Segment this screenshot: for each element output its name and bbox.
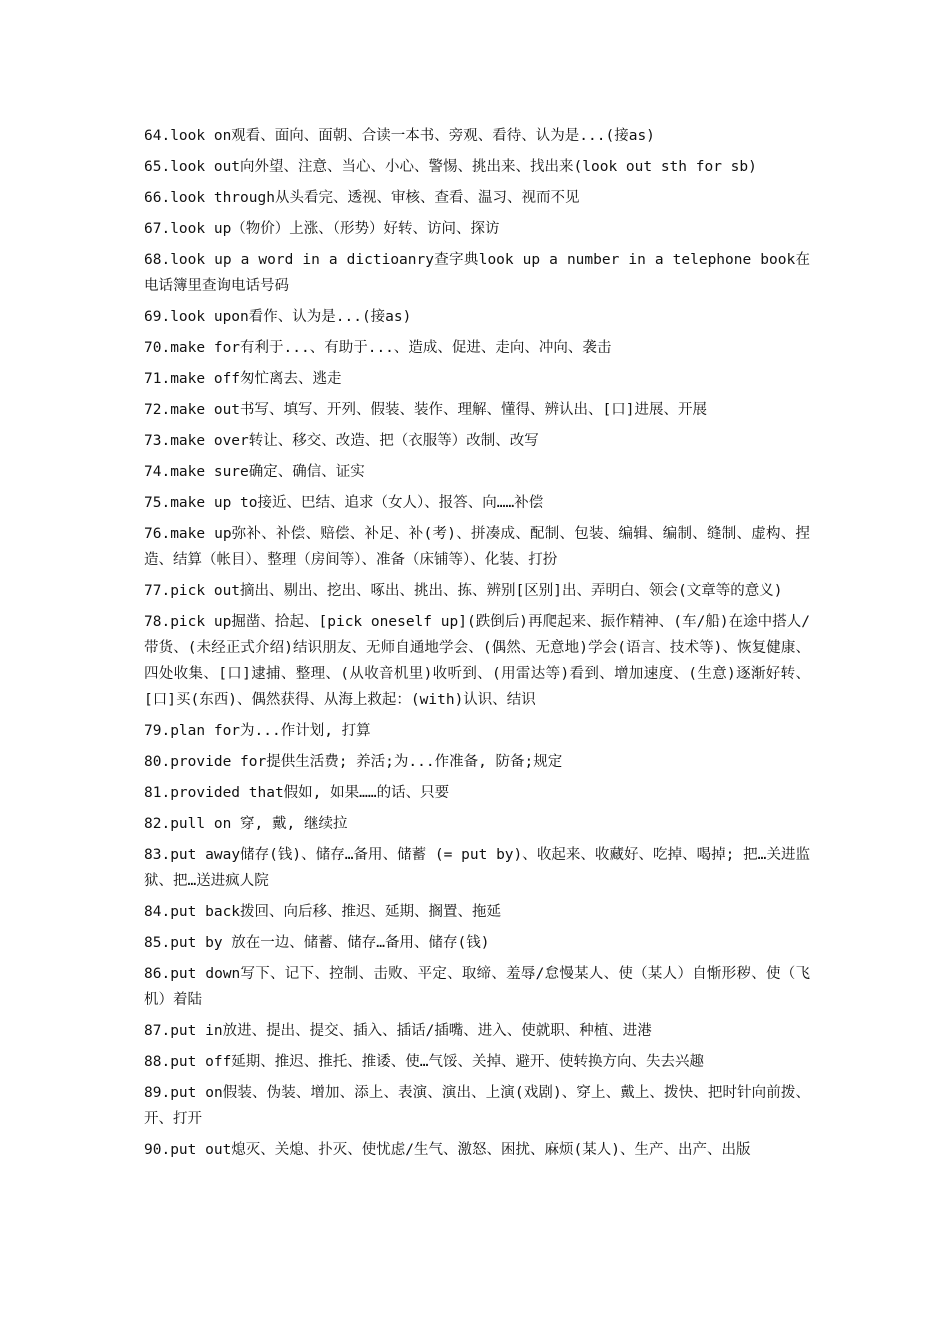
entry-64: 64.look on观看、面向、面朝、合读一本书、旁观、看待、认为是...(接as): [144, 128, 655, 144]
entry-78: 78.pick up掘凿、拾起、[pick oneself up](跌倒后)再爬起来、振作精神、(车/船)在途中搭人/带货、(未经正式介绍)结识朋友、无师自通地学会、(偶然、无意地)学会(语言、技术等)、恢复健康、四处收集、[口]逮捕、整理、(从收音机里)收听到、(用雷达等)看到、增加速度、(生意)逐渐好转、[口]买(东西)、偶然获得、从海上救起：(with)认识、结识: [144, 614, 810, 708]
entry-80: 80.provide for提供生活费; 养活;为...作准备, 防备;规定: [144, 754, 563, 770]
entry-84: 84.put back拨回、向后移、推迟、延期、搁置、拖延: [144, 904, 502, 920]
entry-86: 86.put down写下、记下、控制、击败、平定、取缔、羞辱/怠慢某人、使（某人）自惭形秽、使（飞机）着陆: [144, 966, 810, 1008]
entry-77: 77.pick out摘出、剔出、挖出、啄出、挑出、拣、辨别[区别]出、弄明白、领会(文章等的意义): [144, 583, 783, 599]
entry-75: 75.make up to接近、巴结、追求（女人）、报答、向……补偿: [144, 495, 544, 511]
entry-66: 66.look through从头看完、透视、审核、查看、温习、视而不见: [144, 190, 580, 206]
entry-90: 90.put out熄灭、关熄、扑灭、使忧虑/生气、激怒、困扰、麻烦(某人)、生产、出产、出版: [144, 1142, 751, 1158]
entry-72: 72.make out书写、填写、开列、假装、装作、理解、懂得、辨认出、[口]进展、开展: [144, 402, 707, 418]
entry-85: 85.put by 放在一边、储蓄、储存…备用、储存(钱): [144, 935, 490, 951]
entry-68: 68.look up a word in a dictioanry查字典look up a number in a telephone book在电话簿里查询电话号码: [144, 252, 810, 294]
entry-70: 70.make for有利于...、有助于...、造成、促进、走向、冲向、袭击: [144, 340, 612, 356]
entry-83: 83.put away储存(钱)、储存…备用、储蓄 (= put by)、收起来、收藏好、吃掉、喝掉; 把…关进监狱、把…送进疯人院: [144, 847, 810, 889]
entry-69: 69.look upon看作、认为是...(接as): [144, 309, 412, 325]
entry-74: 74.make sure确定、确信、证实: [144, 464, 365, 480]
document-page: [144, 123, 810, 1168]
entry-89: 89.put on假装、伪装、增加、添上、表演、演出、上演(戏剧)、穿上、戴上、拨快、把时针向前拨、开、打开: [144, 1085, 810, 1127]
entry-79: 79.plan for为...作计划, 打算: [144, 723, 371, 739]
entry-88: 88.put off延期、推迟、推托、推诿、使…气馁、关掉、避开、使转换方向、失去兴趣: [144, 1054, 705, 1070]
entry-82: 82.pull on 穿, 戴, 继续拉: [144, 816, 348, 832]
entry-67: 67.look up（物价）上涨、（形势）好转、访问、探访: [144, 221, 500, 237]
entry-76: 76.make up弥补、补偿、赔偿、补足、补(考)、拼凑成、配制、包装、编辑、编制、缝制、虚构、捏造、结算（帐目）、整理（房间等）、准备（床铺等）、化装、打扮: [144, 526, 810, 568]
entry-73: 73.make over转让、移交、改造、把（衣服等）改制、改写: [144, 433, 539, 449]
entry-87: 87.put in放进、提出、提交、插入、插话/插嘴、进入、使就职、种植、进港: [144, 1023, 652, 1039]
entry-71: 71.make off匆忙离去、逃走: [144, 371, 342, 387]
entry-65: 65.look out向外望、注意、当心、小心、警惕、挑出来、找出来(look out sth for sb): [144, 159, 757, 175]
entry-81: 81.provided that假如, 如果……的话、只要: [144, 785, 450, 801]
